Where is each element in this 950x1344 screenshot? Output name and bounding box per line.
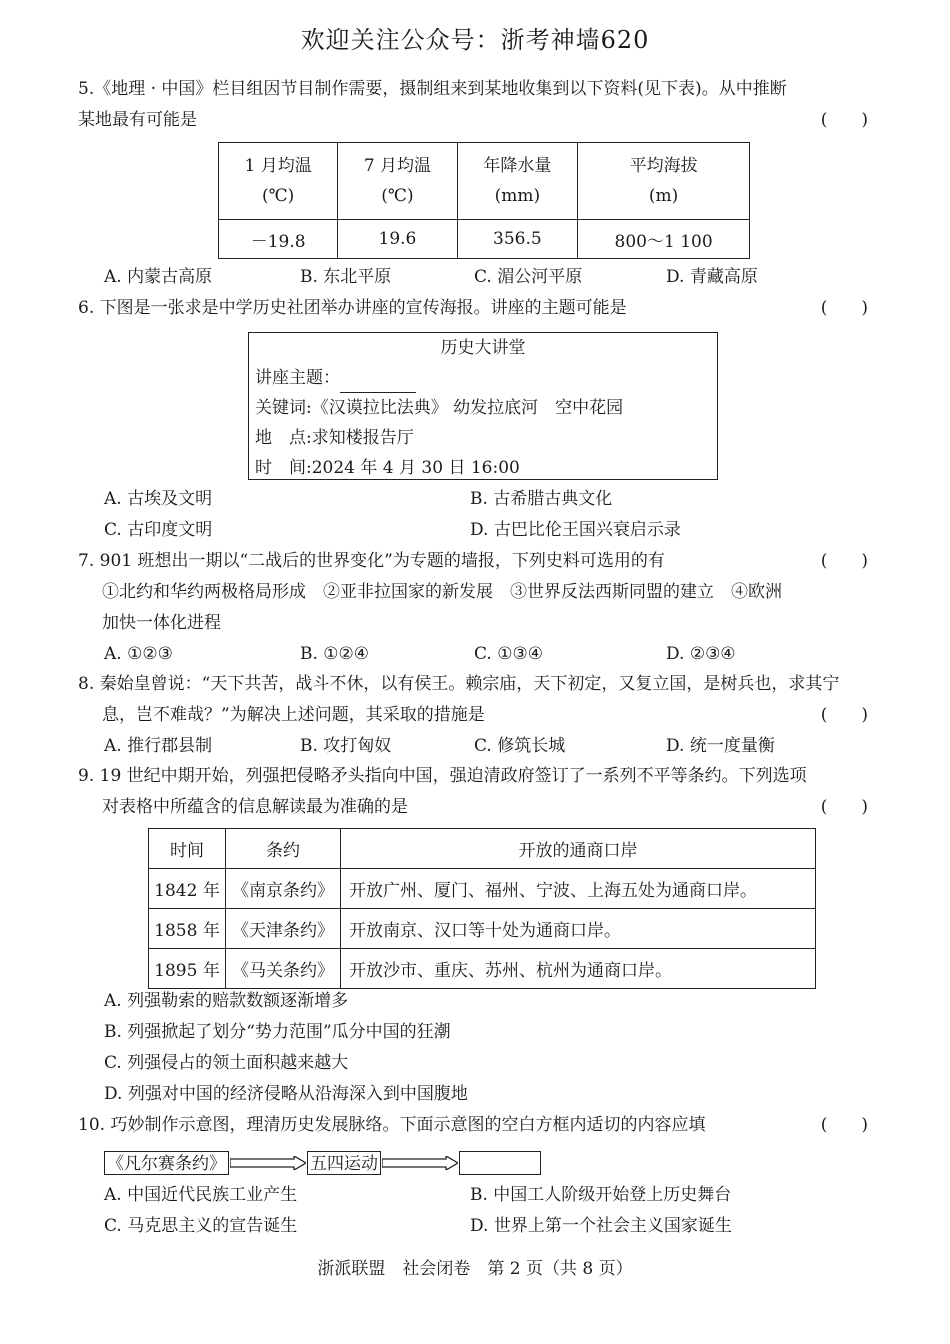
table-row [149,949,816,989]
q7-options [104,639,864,670]
q9-header-cell: 条约 [226,829,341,869]
q7-option-b[interactable]: B. ①②④ [300,644,370,664]
poster-time: 时 间:2024 年 4 月 30 日 16:00 [255,458,520,478]
q10-option-c[interactable]: C. 马克思主义的宣告诞生 [104,1216,298,1236]
q5-answer-paren: ( ) [820,110,868,130]
table-row [149,829,816,869]
q8-line1: 8. 秦始皇曾说：“天下共苦，战斗不休，以有侯王。赖宗庙，天下初定，又复立国，是树兵也，求其宁 [78,674,840,694]
q10-option-d[interactable]: D. 世界上第一个社会主义国家诞生 [470,1216,732,1236]
q9-treaty-table [148,828,816,989]
q6-option-d[interactable]: D. 古巴比伦王国兴衰启示录 [470,520,681,540]
q8-option-c[interactable]: C. 修筑长城 [474,736,566,756]
q5-line2: 某地最有可能是 [78,110,197,130]
q9-cell: 开放南京、汉口等十处为通商口岸。 [341,909,816,949]
q9-line2: 对表格中所蕴含的信息解读最为准确的是 [102,797,408,817]
q10-answer-paren: ( ) [820,1115,868,1135]
q9-header-cell: 开放的通商口岸 [341,829,816,869]
q10-option-a[interactable]: A. 中国近代民族工业产生 [104,1185,298,1205]
q9-answer-paren: ( ) [820,797,868,817]
q9-cell: 《马关条约》 [226,949,341,989]
q10-flow-diagram [104,1150,541,1176]
flow-box-may-fourth: 五四运动 [307,1151,381,1175]
q6-line1: 6. 下图是一张求是中学历史社团举办讲座的宣传海报。讲座的主题可能是 [78,298,627,318]
q9-option-a[interactable]: A. 列强勒索的赔款数额逐渐增多 [104,991,349,1011]
q5-value-cell: 356.5 [457,220,578,259]
poster-topic-blank [340,374,416,393]
question-5 [78,74,868,136]
question-7 [78,546,868,639]
q9-option-c[interactable]: C. 列强侵占的领土面积越来越大 [104,1053,349,1073]
q9-option-b[interactable]: B. 列强掀起了划分“势力范围”瓜分中国的狂潮 [104,1022,451,1042]
q5-climate-table [218,142,750,259]
q6-option-b[interactable]: B. 古希腊古典文化 [470,489,613,509]
q8-option-a[interactable]: A. 推行郡县制 [104,736,213,756]
q9-cell: 1895 年 [149,949,226,989]
poster-keywords: 关键词:《汉谟拉比法典》 幼发拉底河 空中花园 [255,398,624,418]
q7-line1: 7. 901 班想出一期以“二战后的世界变化”为专题的墙报，下列史料可选用的有 [78,551,665,571]
q10-options [104,1180,864,1242]
q5-value-cell: 19.6 [338,220,457,259]
q6-option-c[interactable]: C. 古印度文明 [104,520,213,540]
flow-box-blank [459,1151,541,1175]
q5-value-cell: －19.8 [219,220,338,259]
q6-option-a[interactable]: A. 古埃及文明 [104,489,213,509]
poster-topic: 讲座主题： [255,363,711,393]
q8-line2: 息，岂不难哉？”为解决上述问题，其采取的措施是 [102,705,485,725]
flow-arrow-icon [382,1156,458,1170]
table-row [149,869,816,909]
question-9 [78,761,868,823]
q9-cell: 开放广州、厦门、福州、宁波、上海五处为通商口岸。 [341,869,816,909]
q5-header-cell: 年降水量 (mm) [457,143,578,220]
q5-header-cell: 平均海拔 (m) [578,143,750,220]
q5-option-c[interactable]: C. 湄公河平原 [474,267,583,287]
q5-option-a[interactable]: A. 内蒙古高原 [104,267,213,287]
q9-line1: 9. 19 世纪中期开始，列强把侵略矛头指向中国，强迫清政府签订了一系列不平等条约。下列选项 [78,766,807,786]
question-8 [78,669,868,731]
q9-option-d[interactable]: D. 列强对中国的经济侵略从沿海深入到中国腹地 [104,1084,468,1104]
q6-answer-paren: ( ) [820,298,868,318]
q7-line2: ①北约和华约两极格局形成 ②亚非拉国家的新发展 ③世界反法西斯同盟的建立 ④欧洲 [102,582,782,602]
q10-line1: 10. 巧妙制作示意图，理清历史发展脉络。下面示意图的空白方框内适切的内容应填 [78,1115,706,1135]
q8-option-d[interactable]: D. 统一度量衡 [666,736,775,756]
q9-cell: 1858 年 [149,909,226,949]
q8-answer-paren: ( ) [820,705,868,725]
question-6 [78,293,868,324]
q7-option-c[interactable]: C. ①③④ [474,644,543,664]
q8-option-b[interactable]: B. 攻打匈奴 [300,736,392,756]
q5-line1: 5.《地理 · 中国》栏目组因节目制作需要，摄制组来到某地收集到以下资料(见下表)。从中推断 [78,79,787,99]
q5-option-b[interactable]: B. 东北平原 [300,267,392,287]
q5-header-cell: 7 月均温 (℃) [338,143,457,220]
q7-option-a[interactable]: A. ①②③ [104,644,173,664]
q7-answer-paren: ( ) [820,551,868,571]
q9-options [104,986,864,1110]
page-header: 欢迎关注公众号：浙考神墙620 [300,26,650,54]
q5-header-cell: 1 月均温 (℃) [219,143,338,220]
q9-cell: 《天津条约》 [226,909,341,949]
q9-cell: 《南京条约》 [226,869,341,909]
table-row [149,909,816,949]
q7-line3: 加快一体化进程 [102,613,221,633]
poster-place: 地 点:求知楼报告厅 [255,428,414,448]
q6-options [104,484,864,546]
q6-poster [248,332,718,480]
q9-cell: 1842 年 [149,869,226,909]
poster-title: 历史大讲堂 [440,338,526,358]
flow-arrow-icon [230,1156,306,1170]
q9-cell: 开放沙市、重庆、苏州、杭州为通商口岸。 [341,949,816,989]
flow-box-versailles: 《凡尔赛条约》 [104,1151,229,1175]
table-row [219,143,750,220]
q9-header-cell: 时间 [149,829,226,869]
q5-value-cell: 800～1 100 [578,220,750,259]
q10-option-b[interactable]: B. 中国工人阶级开始登上历史舞台 [470,1185,732,1205]
q8-options [104,731,864,762]
table-row [219,220,750,259]
question-10 [78,1110,868,1141]
q5-options [104,262,864,293]
page-footer: 浙派联盟 社会闭卷 第 2 页（共 8 页） [317,1259,633,1279]
q5-option-d[interactable]: D. 青藏高原 [666,267,758,287]
q7-option-d[interactable]: D. ②③④ [666,644,736,664]
